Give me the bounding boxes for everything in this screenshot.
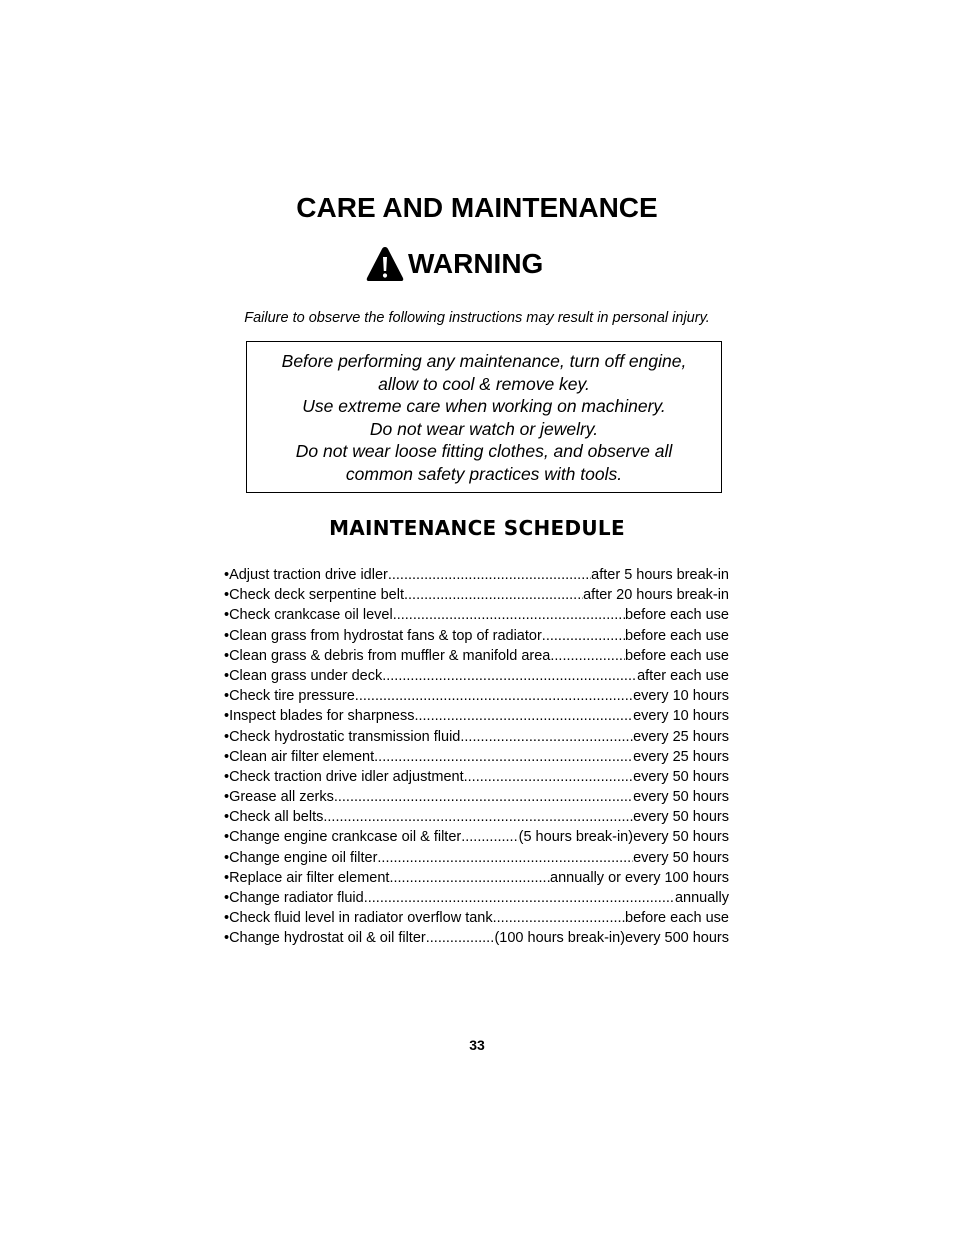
warning-label: WARNING (408, 248, 544, 279)
schedule-task: •Check crankcase oil level (224, 607, 393, 624)
schedule-interval: before each use (625, 607, 729, 624)
schedule-item (224, 565, 729, 585)
schedule-interval: every 25 hours (633, 728, 729, 745)
schedule-item (224, 767, 729, 787)
schedule-interval: every 50 hours (633, 768, 729, 785)
warning-box-line: Do not wear loose fitting clothes, and observe all (295, 441, 673, 461)
schedule-task: •Check deck serpentine belt (224, 587, 404, 604)
dot-leader (393, 605, 625, 625)
schedule-task: •Clean grass under deck (224, 667, 383, 684)
schedule-item (224, 727, 729, 747)
dot-leader (323, 807, 633, 827)
warning-box-line: allow to cool & remove key. (378, 373, 590, 394)
dot-leader (460, 727, 633, 747)
schedule-task: •Adjust traction drive idler (224, 567, 388, 583)
dot-leader (377, 848, 633, 868)
dot-leader (389, 868, 550, 888)
schedule-task: •Check tire pressure (224, 688, 355, 705)
warning-box-line: Do not wear watch or jewelry. (369, 418, 599, 439)
schedule-interval: (5 hours break-in)every 50 hours (518, 829, 729, 846)
schedule-item (224, 787, 729, 807)
schedule-interval: before each use (625, 910, 729, 927)
schedule-item (224, 848, 729, 868)
dot-leader (464, 767, 633, 787)
schedule-interval: before each use (625, 627, 729, 644)
dot-leader (426, 928, 495, 948)
schedule-interval: every 10 hours (633, 708, 729, 725)
schedule-interval: after each use (637, 667, 729, 684)
schedule-interval: after 20 hours break-in (583, 587, 729, 604)
schedule-interval: every 50 hours (633, 849, 729, 866)
warning-instructions-box (246, 341, 722, 493)
schedule-interval: annually (674, 890, 729, 906)
schedule-item (224, 686, 729, 706)
warning-triangle-icon (365, 245, 405, 283)
dot-leader (364, 888, 675, 908)
schedule-interval: every 25 hours (633, 748, 729, 765)
schedule-task: •Clean grass from hydrostat fans & top of radiator (224, 627, 542, 644)
schedule-item (224, 827, 729, 847)
dot-leader (404, 585, 583, 605)
schedule-task: •Change engine crankcase oil & filter (224, 829, 462, 846)
schedule-item (224, 888, 729, 908)
warning-box-line: Use extreme care when working on machinery. (302, 396, 666, 416)
warning-box-line: common safety practices with tools. (345, 463, 623, 484)
schedule-item (224, 706, 729, 726)
schedule-interval: every 50 hours (633, 809, 729, 826)
schedule-item (224, 626, 729, 646)
dot-leader (550, 646, 625, 666)
schedule-interval: annually or every 100 hours (550, 869, 729, 886)
dot-leader (414, 706, 633, 726)
maintenance-schedule-list (224, 565, 729, 949)
maintenance-schedule-title: MAINTENANCE SCHEDULE (329, 516, 625, 540)
dot-leader (461, 827, 518, 847)
schedule-interval: (100 hours break-in)every 500 hours (494, 930, 729, 947)
dot-leader (334, 787, 633, 807)
schedule-task: •Check fluid level in radiator overflow tank (224, 910, 493, 927)
schedule-item (224, 908, 729, 928)
schedule-task: •Check traction drive idler adjustment (224, 768, 464, 785)
schedule-task: •Check hydrostatic transmission fluid (224, 728, 461, 745)
schedule-interval: before each use (625, 647, 729, 664)
schedule-task: •Change engine oil filter (224, 849, 378, 866)
schedule-item (224, 646, 729, 666)
schedule-item (224, 585, 729, 605)
schedule-task: •Clean grass & debris from muffler & manifold area (224, 647, 551, 664)
page-title: CARE AND MAINTENANCE (296, 192, 658, 223)
schedule-task: •Check all belts (224, 809, 324, 826)
schedule-item (224, 747, 729, 767)
dot-leader (355, 686, 633, 706)
schedule-item (224, 666, 729, 686)
dot-leader (374, 747, 633, 767)
schedule-task: •Clean air filter element (224, 748, 375, 765)
schedule-interval: every 50 hours (633, 789, 729, 806)
schedule-item (224, 605, 729, 625)
schedule-item (224, 807, 729, 827)
warning-box-line: Before performing any maintenance, turn off engine, (281, 351, 687, 371)
warning-intro-text: Failure to observe the following instructions may result in personal injury. (244, 310, 710, 326)
schedule-item (224, 868, 729, 888)
schedule-task: •Change hydrostat oil & oil filter (224, 930, 426, 947)
schedule-task: •Grease all zerks (224, 789, 334, 806)
schedule-interval: every 10 hours (633, 688, 729, 705)
warning-heading (365, 244, 543, 284)
dot-leader (388, 565, 591, 585)
page-number: 33 (469, 1037, 485, 1053)
schedule-task: •Inspect blades for sharpness (224, 708, 415, 725)
dot-leader (382, 666, 637, 686)
schedule-interval: after 5 hours break-in (591, 567, 729, 583)
schedule-item (224, 928, 729, 948)
schedule-task: •Change radiator fluid (224, 890, 364, 906)
schedule-task: •Replace air filter element (224, 869, 390, 886)
dot-leader (542, 626, 625, 646)
dot-leader (493, 908, 625, 928)
